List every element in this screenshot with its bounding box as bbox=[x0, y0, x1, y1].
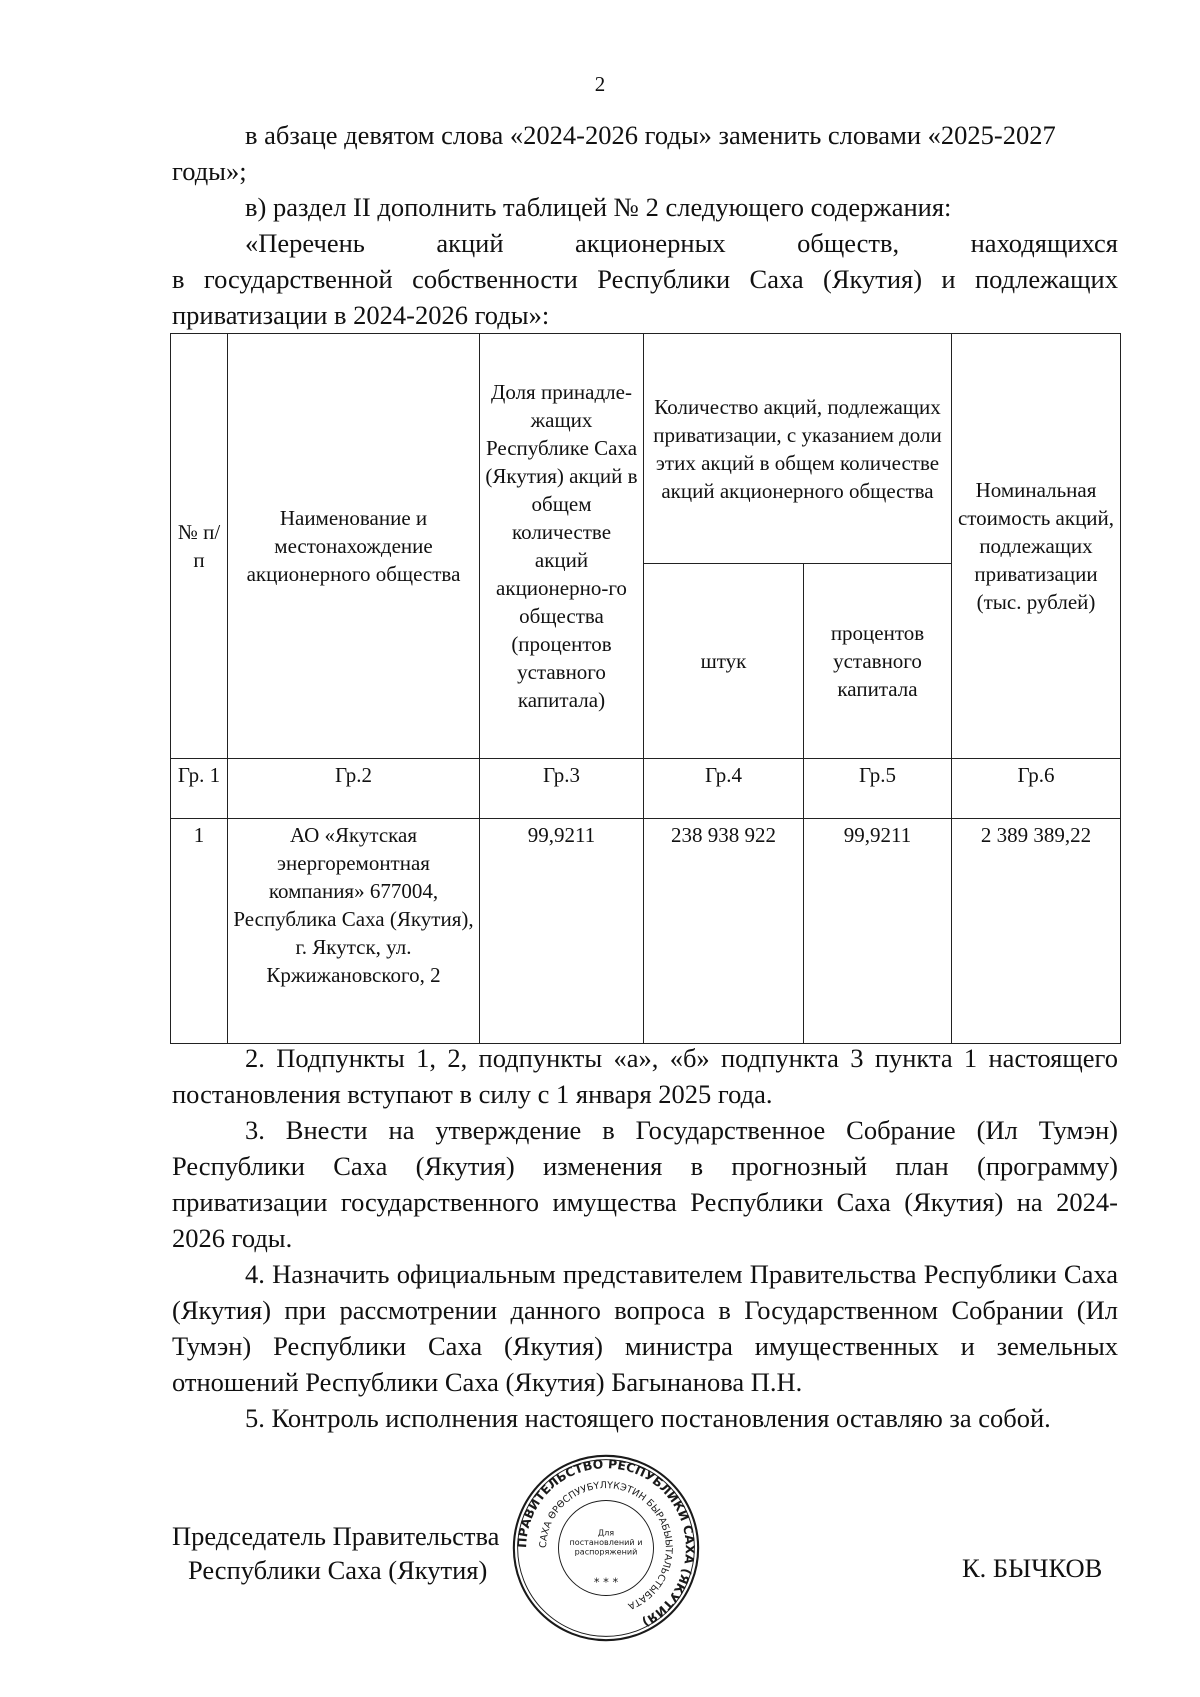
group-cell: Гр.3 bbox=[480, 759, 644, 819]
paragraph-3: 3. Внести на утверждение в Государственное Собрание (Ил Тумэн) Республики Саха (Якутия) изменения в прогнозный план (программу) приватизации государственного имущества Республики Саха (Якутия) на 2024-2026 годы. bbox=[172, 1115, 1118, 1253]
group-row bbox=[171, 759, 1121, 819]
group-cell: Гр.4 bbox=[644, 759, 804, 819]
row-company-name: АО «Якутская энергоремонтная компания» 677004, Республика Саха (Якутия), г. Якутск, ул. Кржижановского, 2 bbox=[228, 819, 480, 1044]
table-title-rest: в государственной собственности Республики Саха (Якутия) и подлежащих приватизации в 2024-2026 годы»: bbox=[172, 264, 1118, 330]
page-number: 2 bbox=[594, 72, 606, 96]
group-cell: Гр. 1 bbox=[171, 759, 228, 819]
signatory-title-line2: Республики Саха (Якутия) bbox=[188, 1555, 488, 1585]
row-share-count: 238 938 922 bbox=[644, 819, 804, 1044]
header-pieces: штук bbox=[644, 564, 804, 759]
paragraph-amendment-continuation: годы»; bbox=[172, 156, 247, 186]
group-cell: Гр.2 bbox=[228, 759, 480, 819]
seal-inner-text: САХА ӨРӨСПУУБҮЛҮКЭТИН БЫРАБЫЫТАЛЬСТЫБАТА bbox=[538, 1480, 674, 1612]
header-shares-quantity: Количество акций, подлежащих приватизации, с указанием доли этих акций в общем количестве акций акционерного общества bbox=[644, 334, 952, 564]
seal-outer-text: ПРАВИТЕЛЬСТВО РЕСПУБЛИКИ САХА (ЯКУТИЯ) bbox=[515, 1457, 697, 1630]
signatory-name: К. БЫЧКОВ bbox=[962, 1553, 1103, 1583]
header-number: № п/п bbox=[171, 334, 228, 759]
header-state-share: Доля принадле-жащих Республике Саха (Якутия) акций в общем количестве акций акционерно-го общества (процентов уставного капитала) bbox=[480, 334, 644, 759]
paragraph-5: 5. Контроль исполнения настоящего постановления оставляю за собой. bbox=[245, 1403, 1051, 1433]
paragraph-amendment-line: в абзаце девятом слова «2024-2026 годы» заменить словами «2025-2027 bbox=[245, 120, 1056, 150]
row-number: 1 bbox=[171, 819, 228, 1044]
row-share-percent: 99,9211 bbox=[804, 819, 952, 1044]
table-title-line1: «Перечень акций акционерных обществ, находящихся bbox=[245, 228, 1118, 258]
signatory-title-line1: Председатель Правительства bbox=[172, 1521, 500, 1551]
group-cell: Гр.6 bbox=[952, 759, 1121, 819]
paragraph-section-addition: в) раздел II дополнить таблицей № 2 следующего содержания: bbox=[245, 192, 952, 222]
row-nominal-value: 2 389 389,22 bbox=[952, 819, 1121, 1044]
header-company-name: Наименование и местонахождение акционерного общества bbox=[228, 334, 480, 759]
paragraph-4: 4. Назначить официальным представителем Правительства Республики Саха (Якутия) при рассмотрении данного вопроса в Государственном Собрании (Ил Тумэн) Республики Саха (Якутия) министра имущественных и земельных отношений Республики Саха (Якутия) Багынанова П.Н. bbox=[172, 1259, 1118, 1397]
header-nominal-value: Номинальная стоимость акций, подлежащих приватизации (тыс. рублей) bbox=[952, 334, 1121, 759]
group-cell: Гр.5 bbox=[804, 759, 952, 819]
header-percent-capital: процентов уставного капитала bbox=[804, 564, 952, 759]
shares-table bbox=[170, 333, 1121, 1044]
signatory-title bbox=[172, 1519, 499, 1587]
paragraph-2: 2. Подпункты 1, 2, подпункты «а», «б» подпункта 3 пункта 1 настоящего постановления вступают в силу с 1 января 2025 года. bbox=[172, 1043, 1118, 1109]
seal-stars: * * * bbox=[593, 1575, 619, 1589]
seal-center-text: Для постановлений и распоряжений bbox=[569, 1529, 643, 1558]
row-state-share: 99,9211 bbox=[480, 819, 644, 1044]
table-row bbox=[171, 819, 1121, 1044]
official-seal-icon bbox=[511, 1453, 701, 1643]
